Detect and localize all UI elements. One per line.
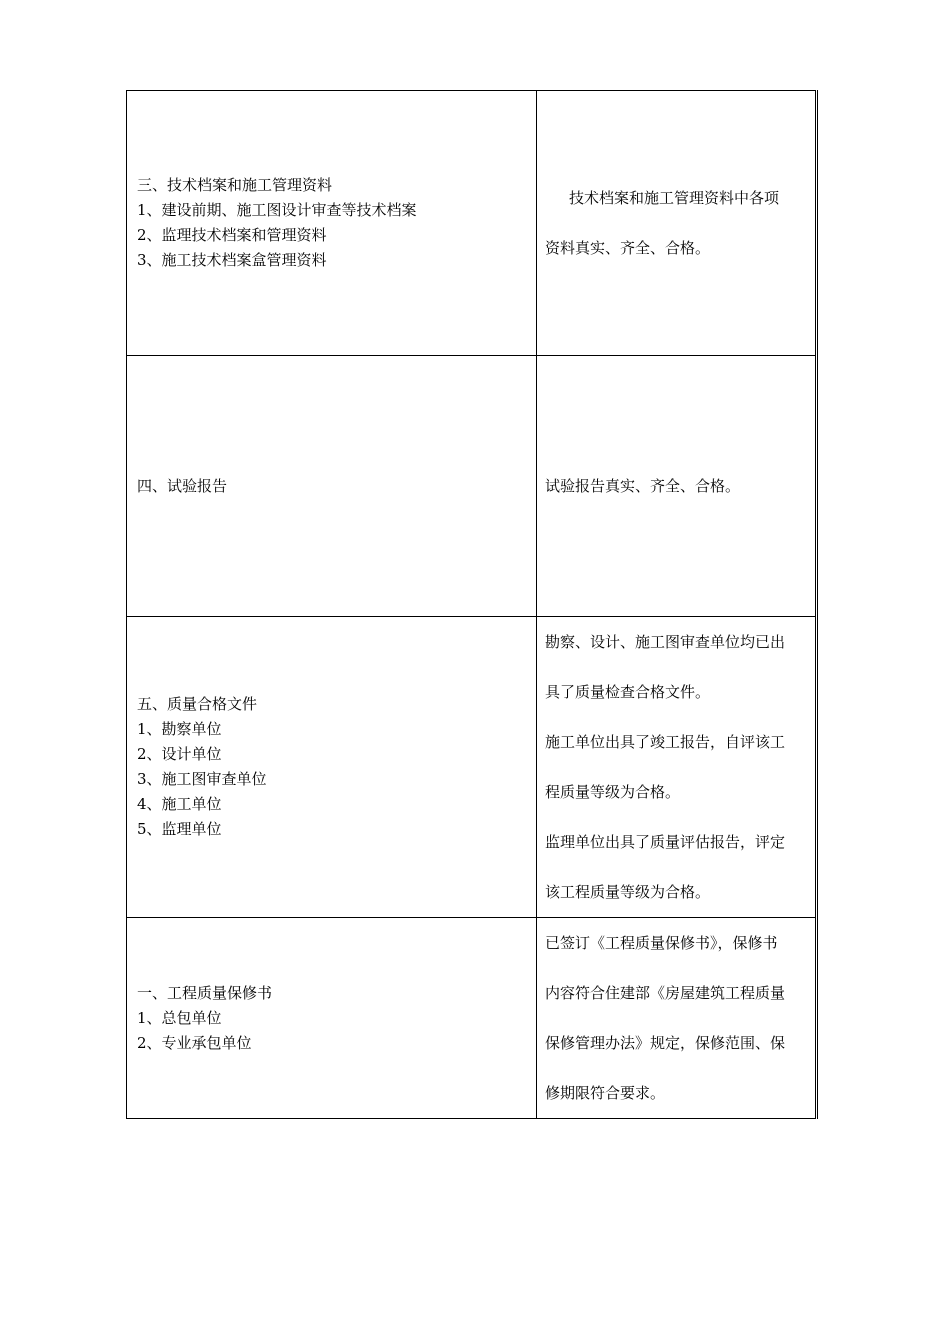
section-item: 2、设计单位: [137, 745, 222, 763]
section-item: 2、专业承包单位: [137, 1033, 252, 1052]
section-item: 1、勘察单位: [137, 720, 222, 738]
conclusion-line: 监理单位出具了质量评估报告，评定: [545, 833, 786, 851]
conclusion-line: 保修管理办法》规定，保修范围、保: [545, 1034, 786, 1052]
conclusion-cell-test-reports: [537, 356, 817, 617]
table-row: [127, 918, 817, 1119]
section-item: 4、施工单位: [137, 795, 222, 813]
section-item: 5、监理单位: [137, 820, 222, 838]
section-cell-quality-documents: [127, 617, 537, 918]
section-item: 1、总包单位: [137, 1008, 222, 1027]
table-row: [127, 617, 817, 918]
conclusion-line: 施工单位出具了竣工报告，自评该工: [545, 733, 786, 751]
table-row: [127, 91, 817, 356]
section-item: 3、施工技术档案盒管理资料: [137, 251, 327, 269]
conclusion-line: 试验报告真实、齐全、合格。: [545, 477, 741, 495]
conclusion-line: 勘察、设计、施工图审查单位均已出: [545, 633, 786, 651]
table-row: [127, 356, 817, 617]
conclusion-line: 修期限符合要求。: [545, 1084, 666, 1102]
conclusion-cell-warranty: [537, 918, 817, 1119]
conclusion-line: 技术档案和施工管理资料中各项: [569, 189, 780, 207]
section-cell-test-reports: [127, 356, 537, 617]
section-heading: 四、试验报告: [137, 476, 228, 495]
conclusion-line: 已签订《工程质量保修书》，保修书: [545, 934, 778, 952]
conclusion-cell-quality-documents: [537, 617, 817, 918]
section-item: 1、建设前期、施工图设计审查等技术档案: [137, 201, 417, 219]
section-item: 2、监理技术档案和管理资料: [137, 226, 327, 244]
conclusion-line: 资料真实、齐全、合格。: [545, 239, 711, 257]
acceptance-document-table: [126, 90, 818, 1119]
conclusion-line: 该工程质量等级为合格。: [545, 883, 711, 901]
conclusion-cell-technical-archives: [537, 91, 817, 356]
conclusion-line: 程质量等级为合格。: [545, 783, 681, 801]
section-cell-warranty: [127, 918, 537, 1119]
section-heading: 三、技术档案和施工管理资料: [137, 176, 333, 194]
section-item: 3、施工图审查单位: [137, 770, 267, 788]
conclusion-line: 内容符合住建部《房屋建筑工程质量: [545, 984, 786, 1002]
section-cell-technical-archives: [127, 91, 537, 356]
conclusion-line: 具了质量检查合格文件。: [545, 683, 711, 701]
section-heading: 一、工程质量保修书: [137, 983, 273, 1002]
section-heading: 五、质量合格文件: [137, 695, 258, 713]
